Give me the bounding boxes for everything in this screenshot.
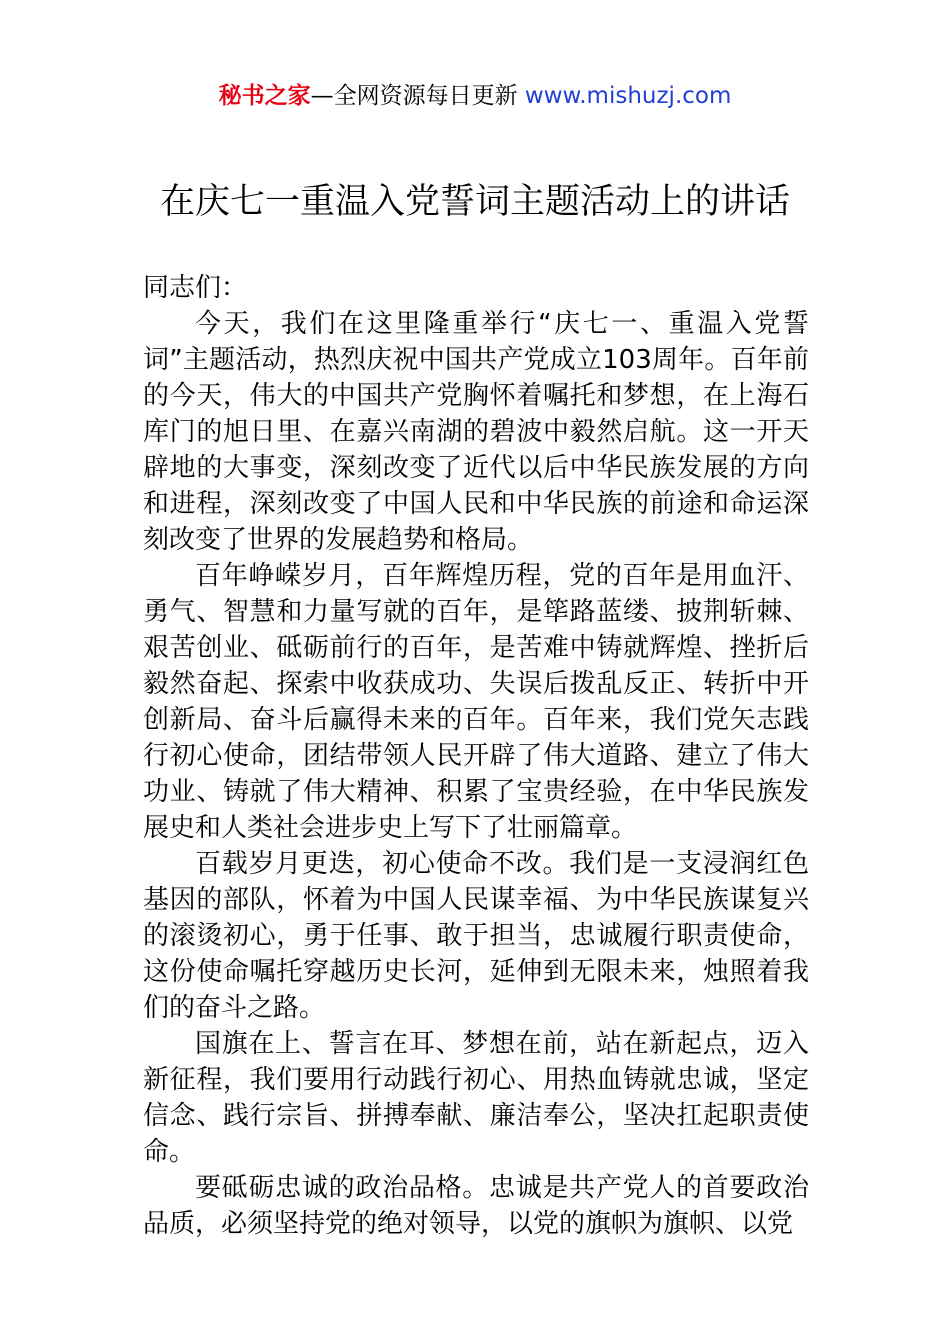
salutation: 同志们： (143, 273, 248, 303)
paragraph-5: 要砥砺忠诚的政治品格。忠诚是共产党人的首要政治品质，必须坚持党的绝对领导，以党的旗帜为旗帜、以党 (143, 1173, 809, 1239)
document-title: 在庆七一重温入党誓词主题活动上的讲话 (159, 182, 790, 222)
site-tagline: —全网资源每日更新 (310, 83, 525, 109)
site-header (0, 80, 950, 112)
paragraph-1: 今天，我们在这里隆重举行“庆七一、重温入党誓词”主题活动，热烈庆祝中国共产党成立103周年。百年前的今天，伟大的中国共产党胸怀着嘱托和梦想，在上海石库门的旭日里、在嘉兴南湖的碧波中毅然启航。这一开天辟地的大事变，深刻改变了近代以后中华民族发展的方向和进程，深刻改变了中国人民和中华民族的前途和命运深刻改变了世界的发展趋势和格局。 (143, 309, 809, 555)
paragraph-2: 百年峥嵘岁月，百年辉煌历程，党的百年是用血汗、勇气、智慧和力量写就的百年，是筚路蓝缕、披荆斩棘、艰苦创业、砥砺前行的百年，是苦难中铸就辉煌、挫折后毅然奋起、探索中收获成功、失误后拨乱反正、转折中开创新局、奋斗后赢得未来的百年。百年来，我们党矢志践行初心使命，团结带领人民开辟了伟大道路、建立了伟大功业、铸就了伟大精神、积累了宝贵经验，在中华民族发展史和人类社会进步史上写下了壮丽篇章。 (143, 561, 809, 843)
document-body (143, 270, 809, 1242)
paragraph-3: 百载岁月更迭，初心使命不改。我们是一支浸润红色基因的部队，怀着为中国人民谋幸福、为中华民族谋复兴的滚烫初心，勇于任事、敢于担当，忠诚履行职责使命，这份使命嘱托穿越历史长河，延伸到无限未来，烛照着我们的奋斗之路。 (143, 849, 809, 1023)
paragraph-4: 国旗在上、誓言在耳、梦想在前，站在新起点，迈入新征程，我们要用行动践行初心、用热血铸就忠诚，坚定信念、践行宗旨、拼搏奉献、廉洁奉公，坚决扛起职责使命。 (143, 1029, 809, 1167)
site-brand: 秘书之家 (218, 83, 311, 109)
site-url-link[interactable]: www.mishuzj.com (524, 83, 732, 109)
